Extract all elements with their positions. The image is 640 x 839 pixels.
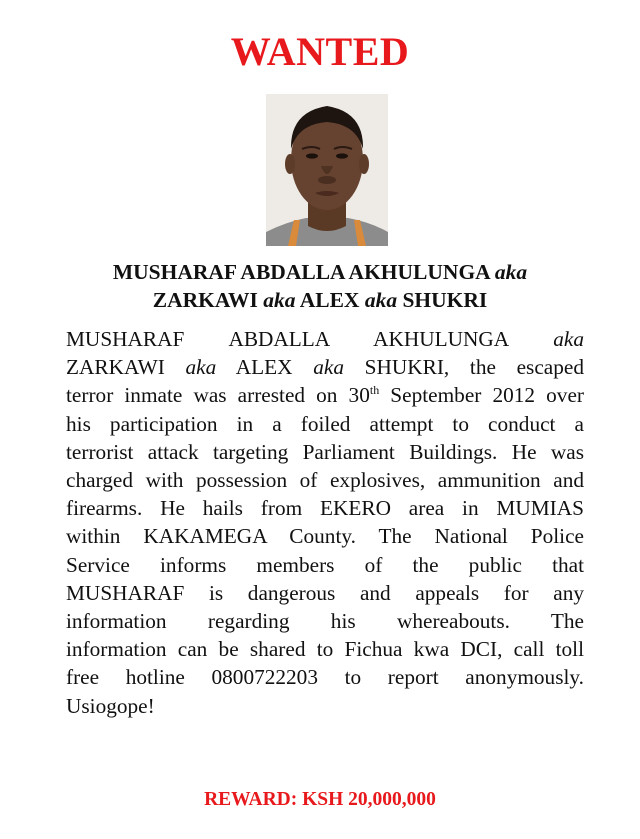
name-heading-line-2 [40, 286, 600, 314]
name-heading-line-1 [40, 258, 600, 286]
body-line: within KAKAMEGA County. The National Police [66, 524, 584, 549]
body-text: ZARKAWI [66, 355, 165, 380]
body-line: Usiogope! [66, 693, 155, 718]
body-line [66, 325, 584, 353]
body-line: information can be shared to Fichua kwa DCI, call toll [66, 637, 584, 662]
name-primary: MUSHARAF ABDALLA AKHULUNGA [112, 260, 490, 284]
suspect-name-heading [40, 258, 600, 314]
body-line: charged with possession of explosives, ammunition and [66, 468, 584, 493]
body-line: his participation in a foiled attempt to conduct a [66, 411, 584, 436]
body-text: terror inmate was arrested on 30 [66, 383, 370, 408]
body-line: terrorist attack targeting Parliament Buildings. He was [66, 439, 584, 464]
body-text: September 2012 over [379, 383, 585, 408]
wanted-title: WANTED [230, 29, 410, 74]
body-text: MUSHARAF ABDALLA AKHULUNGA [66, 327, 508, 351]
reward-amount: REWARD: KSH 20,000,000 [204, 789, 436, 810]
body-line [66, 381, 584, 409]
alias-zarkawi: ZARKAWI [152, 288, 258, 312]
alias-alex: ALEX [299, 288, 360, 312]
aka-label: aka [185, 355, 217, 380]
body-line: Service informs members of the public that [66, 552, 584, 577]
body-text: ALEX [235, 355, 293, 380]
suspect-photo [266, 94, 388, 246]
aka-label: aka [494, 260, 528, 284]
aka-label: aka [263, 288, 296, 312]
body-line: MUSHARAF is dangerous and appeals for any [66, 580, 584, 605]
description-paragraph [66, 325, 584, 720]
body-line: free hotline 0800722203 to report anonymously. [66, 665, 584, 690]
body-line: firearms. He hails from EKERO area in MUMIAS [66, 496, 584, 521]
aka-label: aka [313, 355, 344, 380]
aka-label: aka [553, 327, 585, 351]
ordinal-suffix: th [369, 383, 380, 398]
body-line [66, 353, 584, 381]
body-text: SHUKRI, the escaped [364, 355, 584, 380]
aka-label: aka [364, 288, 398, 312]
alias-shukri: SHUKRI [402, 288, 488, 312]
suspect-portrait-image [266, 94, 388, 246]
body-line: information regarding his whereabouts. The [66, 609, 584, 634]
